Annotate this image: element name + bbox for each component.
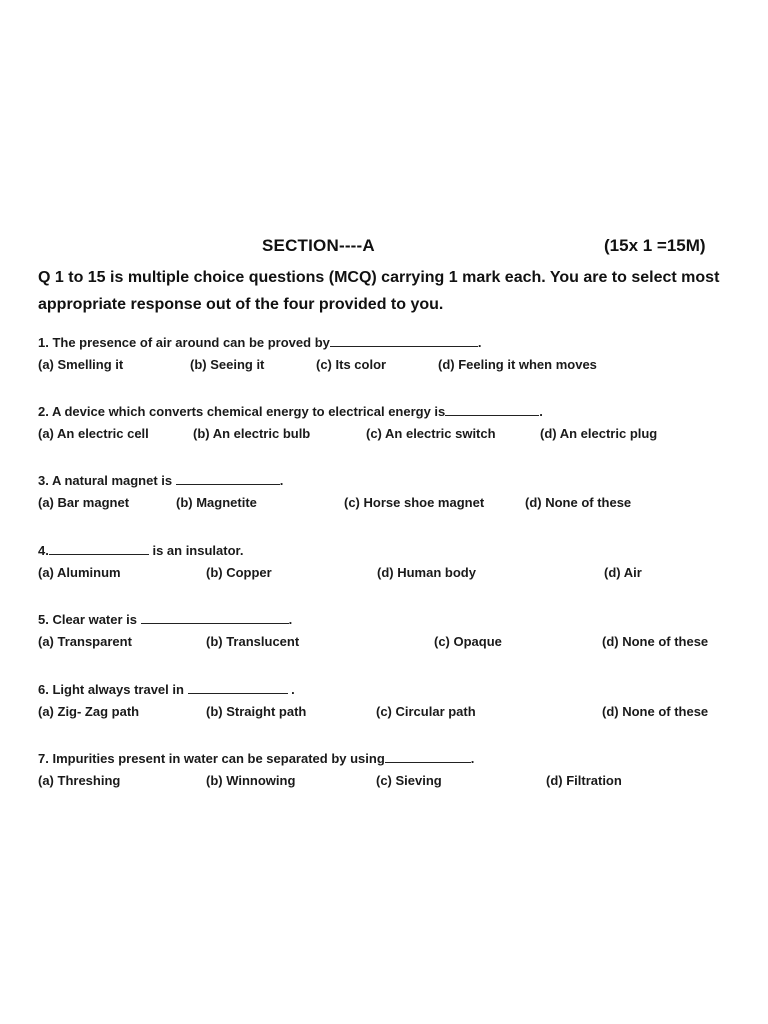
option-b: (b) Magnetite [176, 495, 257, 510]
option-c: (c) Its color [316, 357, 387, 372]
option-b: (b) Translucent [206, 634, 300, 649]
option-b: (b) Copper [206, 565, 272, 580]
answer-blank [49, 542, 149, 555]
question-5-text [38, 611, 292, 627]
question-7-text [38, 750, 474, 766]
question-6-text [38, 681, 295, 697]
question-7-stem: 7. Impurities present in water can be separated by using [38, 751, 385, 766]
question-4-end: is an insulator. [148, 543, 244, 558]
question-2-end: . [539, 404, 543, 419]
question-2-text [38, 403, 543, 419]
option-a: (a) Transparent [38, 634, 132, 649]
question-1-end: . [477, 335, 482, 350]
option-c: (c) An electric switch [366, 426, 496, 441]
option-b: (b) Straight path [206, 704, 307, 719]
answer-blank [188, 681, 288, 694]
answer-blank [445, 403, 539, 416]
question-6-end: . [287, 682, 295, 697]
option-c: (c) Circular path [376, 704, 476, 719]
question-4-stem: 4. [38, 543, 49, 558]
question-3-text [38, 472, 283, 488]
question-6-stem: 6. Light always travel in [38, 682, 188, 697]
option-c: (c) Sieving [376, 773, 442, 788]
option-a: (a) Aluminum [38, 565, 121, 580]
question-1-text [38, 334, 481, 350]
option-c: (c) Horse shoe magnet [344, 495, 485, 510]
instructions-text: Q 1 to 15 is multiple choice questions (MCQ) carrying 1 mark each. You are to select most appropriate response out of the four provided to you. [38, 269, 720, 313]
option-c: (c) Opaque [434, 634, 502, 649]
answer-blank [330, 334, 478, 347]
option-c: (d) Human body [377, 565, 476, 580]
answer-blank [176, 472, 280, 485]
option-a: (a) Smelling it [38, 357, 124, 372]
option-b: (b) Winnowing [206, 773, 296, 788]
option-d: (d) None of these [602, 704, 709, 719]
option-a: (a) An electric cell [38, 426, 149, 441]
option-a: (a) Threshing [38, 773, 121, 788]
option-d: (d) None of these [602, 634, 709, 649]
option-d: (d) None of these [525, 495, 632, 510]
question-1-stem: 1. The presence of air around can be proved by [38, 335, 330, 350]
question-5-stem: 5. Clear water is [38, 612, 141, 627]
option-a: (a) Bar magnet [38, 495, 130, 510]
section-marks: (15x 1 =15M) [604, 236, 706, 255]
question-3-end: . [279, 473, 284, 488]
answer-blank [141, 611, 289, 624]
option-b: (b) Seeing it [190, 357, 265, 372]
question-7-end: . [470, 751, 475, 766]
question-4-text [38, 542, 243, 558]
answer-blank [385, 750, 471, 763]
question-2-stem: 2. A device which converts chemical energy to electrical energy is [38, 404, 446, 419]
option-d: (d) Air [604, 565, 642, 580]
option-d: (d) An electric plug [540, 426, 658, 441]
section-title: SECTION----A [262, 236, 375, 255]
question-5-end: . [288, 612, 293, 627]
option-b: (b) An electric bulb [193, 426, 311, 441]
option-a: (a) Zig- Zag path [38, 704, 140, 719]
question-3-stem: 3. A natural magnet is [38, 473, 176, 488]
option-d: (d) Feeling it when moves [438, 357, 597, 372]
option-d: (d) Filtration [546, 773, 622, 788]
